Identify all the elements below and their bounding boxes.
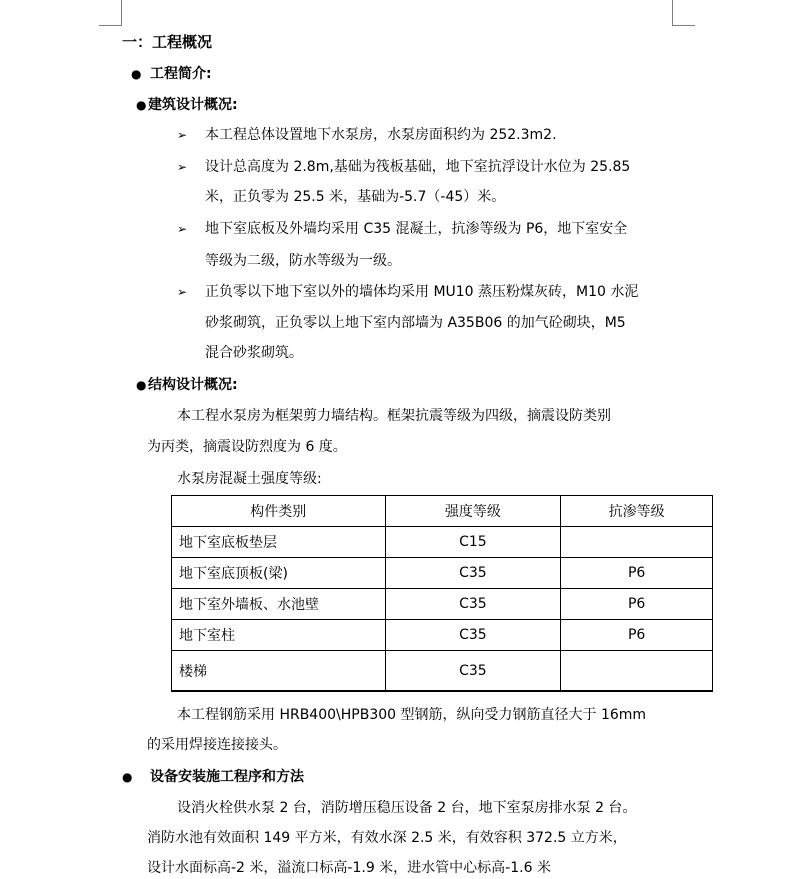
table-row (172, 558, 713, 589)
table-row (172, 651, 713, 692)
table-cell: P6 (561, 620, 713, 651)
architecture-item-2-line-1: 设计总高度为 2.8m,基础为筏板基础，地下室抗浮设计水位为 25.85 (205, 159, 631, 175)
equipment-heading: 设备安装施工程序和方法 (150, 769, 304, 785)
table-cell: 地下室底顶板(梁) (172, 558, 386, 589)
architecture-item-4-line-2: 砂浆砌筑，正负零以上地下室内部墙为 A35B06 的加气砼砌块，M5 (205, 315, 626, 331)
concrete-grade-table (171, 495, 713, 692)
architecture-item-1-line-1: 本工程总体设置地下水泵房，水泵房面积约为 252.3m2. (205, 127, 557, 143)
structure-heading: 结构设计概况: (148, 377, 238, 393)
arrow-bullet-icon: ➢ (177, 285, 188, 299)
table-caption: 水泵房混凝土强度等级: (177, 471, 322, 487)
architecture-item-2-line-2: 米，正负零为 25.5 米，基础为-5.7（-45）米。 (205, 189, 506, 205)
table-cell: P6 (561, 558, 713, 589)
rebar-paragraph-line-1: 本工程钢筋采用 HRB400\HPB300 型钢筋，纵向受力钢筋直径大于 16mm (177, 707, 647, 723)
table-cell: C35 (385, 620, 561, 651)
table-header-row (172, 496, 713, 527)
margin-mark-left (121, 0, 122, 26)
architecture-item-3-line-1: 地下室底板及外墙均采用 C35 混凝土，抗渗等级为 P6，地下室安全 (205, 221, 628, 237)
table-cell: C35 (385, 589, 561, 620)
table-header-cell: 构件类别 (172, 496, 386, 527)
table-cell (561, 527, 713, 558)
table-row (172, 620, 713, 651)
table-row (172, 527, 713, 558)
table-cell: C35 (385, 651, 561, 692)
margin-mark-right (672, 0, 673, 26)
table-cell: 楼梯 (172, 651, 386, 692)
table-cell: P6 (561, 589, 713, 620)
arrow-bullet-icon: ➢ (177, 222, 188, 236)
architecture-item-4-line-3: 混合砂浆砌筑。 (205, 345, 303, 361)
equipment-line-3: 设计水面标高-2 米，溢流口标高-1.9 米，进水管中心标高-1.6 米 (147, 860, 551, 876)
table-header-cell: 抗渗等级 (561, 496, 713, 527)
architecture-heading: 建筑设计概况: (148, 97, 238, 113)
table-cell: 地下室外墙板、水池壁 (172, 589, 386, 620)
equipment-line-2: 消防水池有效面积 149 平方米，有效水深 2.5 米，有效容积 372.5 立方米， (147, 830, 627, 846)
table-row (172, 589, 713, 620)
structure-paragraph-line-1: 本工程水泵房为框架剪力墙结构。框架抗震等级为四级，摘震设防类别 (177, 408, 611, 424)
bullet-icon: ● (131, 67, 142, 81)
table-cell: C15 (385, 527, 561, 558)
bullet-icon: ● (136, 378, 147, 392)
structure-paragraph-line-2: 为丙类，摘震设防烈度为 6 度。 (147, 439, 347, 455)
bullet-icon: ● (136, 98, 147, 112)
table-cell: 地下室底板垫层 (172, 527, 386, 558)
table-cell (561, 651, 713, 692)
rebar-paragraph-line-2: 的采用焊接连接接头。 (147, 737, 287, 753)
section-title: 一：工程概况 (122, 33, 213, 51)
overview-heading: 工程简介: (150, 66, 212, 82)
arrow-bullet-icon: ➢ (177, 160, 188, 174)
table-header-cell: 强度等级 (385, 496, 561, 527)
table-cell: 地下室柱 (172, 620, 386, 651)
margin-mark-left-corner (99, 25, 121, 26)
margin-mark-right-corner (673, 25, 695, 26)
arrow-bullet-icon: ➢ (177, 128, 188, 142)
table-cell: C35 (385, 558, 561, 589)
architecture-item-3-line-2: 等级为二级，防水等级为一级。 (205, 253, 401, 269)
architecture-item-4-line-1: 正负零以下地下室以外的墙体均采用 MU10 蒸压粉煤灰砖，M10 水泥 (205, 284, 639, 300)
bullet-icon: ● (122, 770, 133, 784)
equipment-line-1: 设消火栓供水泵 2 台，消防增压稳压设备 2 台，地下室泵房排水泵 2 台。 (177, 800, 637, 816)
